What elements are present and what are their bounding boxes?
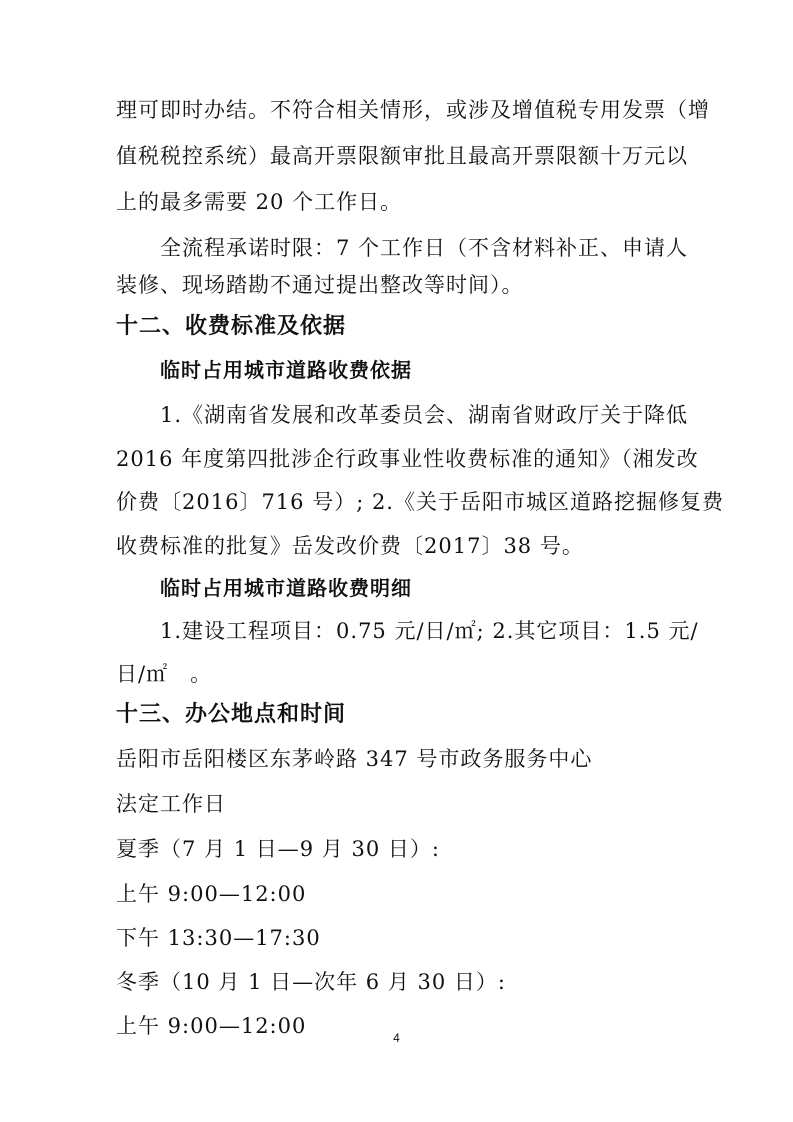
page-number: 4 <box>393 1031 400 1045</box>
paragraph-line: 理可即时办结。不符合相关情形，或涉及增值税专用发票（增 <box>116 98 710 122</box>
paragraph-line: 1.建设工程项目：0.75 元/日/㎡; 2.其它项目：1.5 元/ <box>160 619 699 643</box>
section-heading: 十二、收费标准及依据 <box>116 314 347 339</box>
paragraph-line: 夏季（7 月 1 日—9 月 30 日）: <box>116 837 440 861</box>
section-heading: 十三、办公地点和时间 <box>116 702 347 727</box>
paragraph-line: 2016 年度第四批涉企行政事业性收费标准的通知》（湘发改 <box>116 447 699 471</box>
paragraph-line: 全流程承诺时限：7 个工作日（不含材料补正、申请人 <box>160 236 689 260</box>
paragraph-line: 上午 9:00—12:00 <box>116 882 307 906</box>
paragraph-line: 1.《湖南省发展和改革委员会、湖南省财政厅关于降低 <box>160 403 689 427</box>
paragraph-line: 收费标准的批复》岳发改价费〔2017〕38 号。 <box>116 534 584 558</box>
office-address: 岳阳市岳阳楼区东茅岭路 347 号市政务服务中心 <box>116 747 593 771</box>
paragraph-line: 上午 9:00—12:00 <box>116 1014 307 1038</box>
paragraph-line: 上的最多需要 20 个工作日。 <box>116 190 403 214</box>
subsection-title: 临时占用城市道路收费依据 <box>160 358 412 382</box>
paragraph-line: 法定工作日 <box>116 792 226 816</box>
subsection-title: 临时占用城市道路收费明细 <box>160 576 412 600</box>
paragraph-line: 冬季（10 月 1 日—次年 6 月 30 日）: <box>116 970 506 994</box>
paragraph-line: 下午 13:30—17:30 <box>116 926 321 950</box>
paragraph-line: 日/㎡ 。 <box>116 662 213 686</box>
paragraph-line: 装修、现场踏勘不通过提出整改等时间）。 <box>116 273 524 297</box>
paragraph-line: 价费〔2016〕716 号）; 2.《关于岳阳市城区道路挖掘修复费 <box>116 490 724 514</box>
paragraph-line: 值税税控系统）最高开票限额审批且最高开票限额十万元以 <box>116 144 688 168</box>
